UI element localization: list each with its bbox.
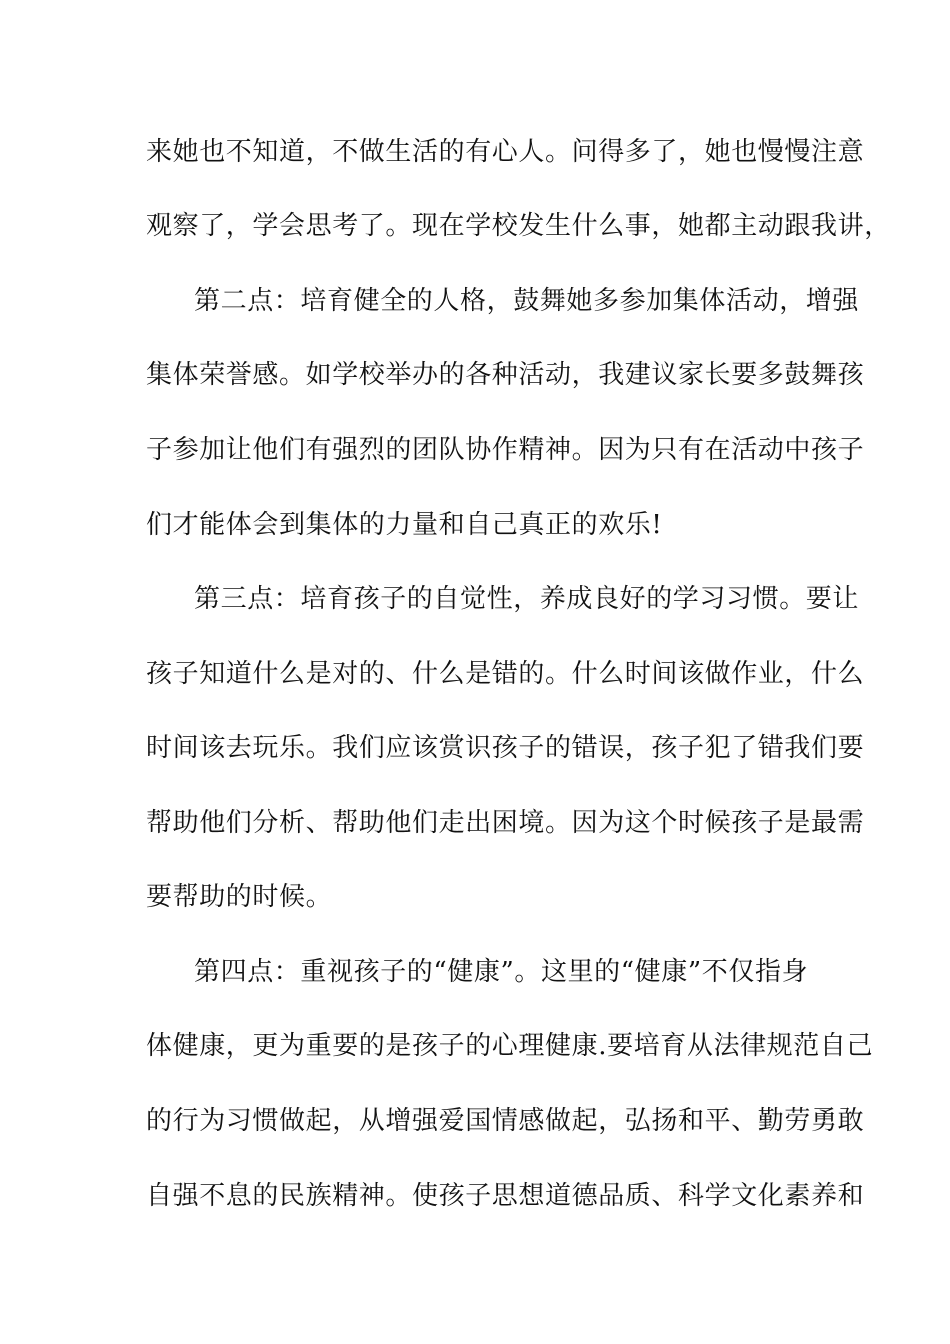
- text-line-1: 来她也不知道，不做生活的有心人。问得多了，她也慢慢注意: [146, 137, 865, 167]
- text-line-9: 时间该去玩乐。我们应该赏识孩子的错误，孩子犯了错我们要: [146, 733, 865, 763]
- text-line-8: 孩子知道什么是对的、什么是错的。什么时间该做作业，什么: [146, 659, 865, 689]
- paragraph-4-start: 第四点：重视孩子的“健康”。这里的“健康”不仅指身: [194, 957, 809, 987]
- text-line-11: 要帮助的时候。: [146, 882, 333, 912]
- paragraph-2-start: 第二点：培育健全的人格，鼓舞她多参加集体活动，增强: [194, 286, 860, 316]
- text-line-2: 观察了，学会思考了。现在学校发生什么事，她都主动跟我讲，: [146, 211, 891, 241]
- text-line-14: 的行为习惯做起，从增强爱国情感做起，弘扬和平、勤劳勇敢: [146, 1106, 865, 1136]
- text-line-4: 集体荣誉感。如学校举办的各种活动，我建议家长要多鼓舞孩: [146, 360, 865, 390]
- text-line-6: 们才能体会到集体的力量和自己真正的欢乐!: [146, 510, 663, 540]
- text-line-5: 子参加让他们有强烈的团队协作精神。因为只有在活动中孩子: [146, 435, 865, 465]
- text-line-13: 体健康，更为重要的是孩子的心理健康.要培育从法律规范自己: [146, 1031, 874, 1061]
- text-line-15: 自强不息的民族精神。使孩子思想道德品质、科学文化素养和: [146, 1181, 865, 1211]
- paragraph-3-start: 第三点：培育孩子的自觉性，养成良好的学习习惯。要让: [194, 584, 860, 614]
- text-line-10: 帮助他们分析、帮助他们走出困境。因为这个时候孩子是最需: [146, 808, 865, 838]
